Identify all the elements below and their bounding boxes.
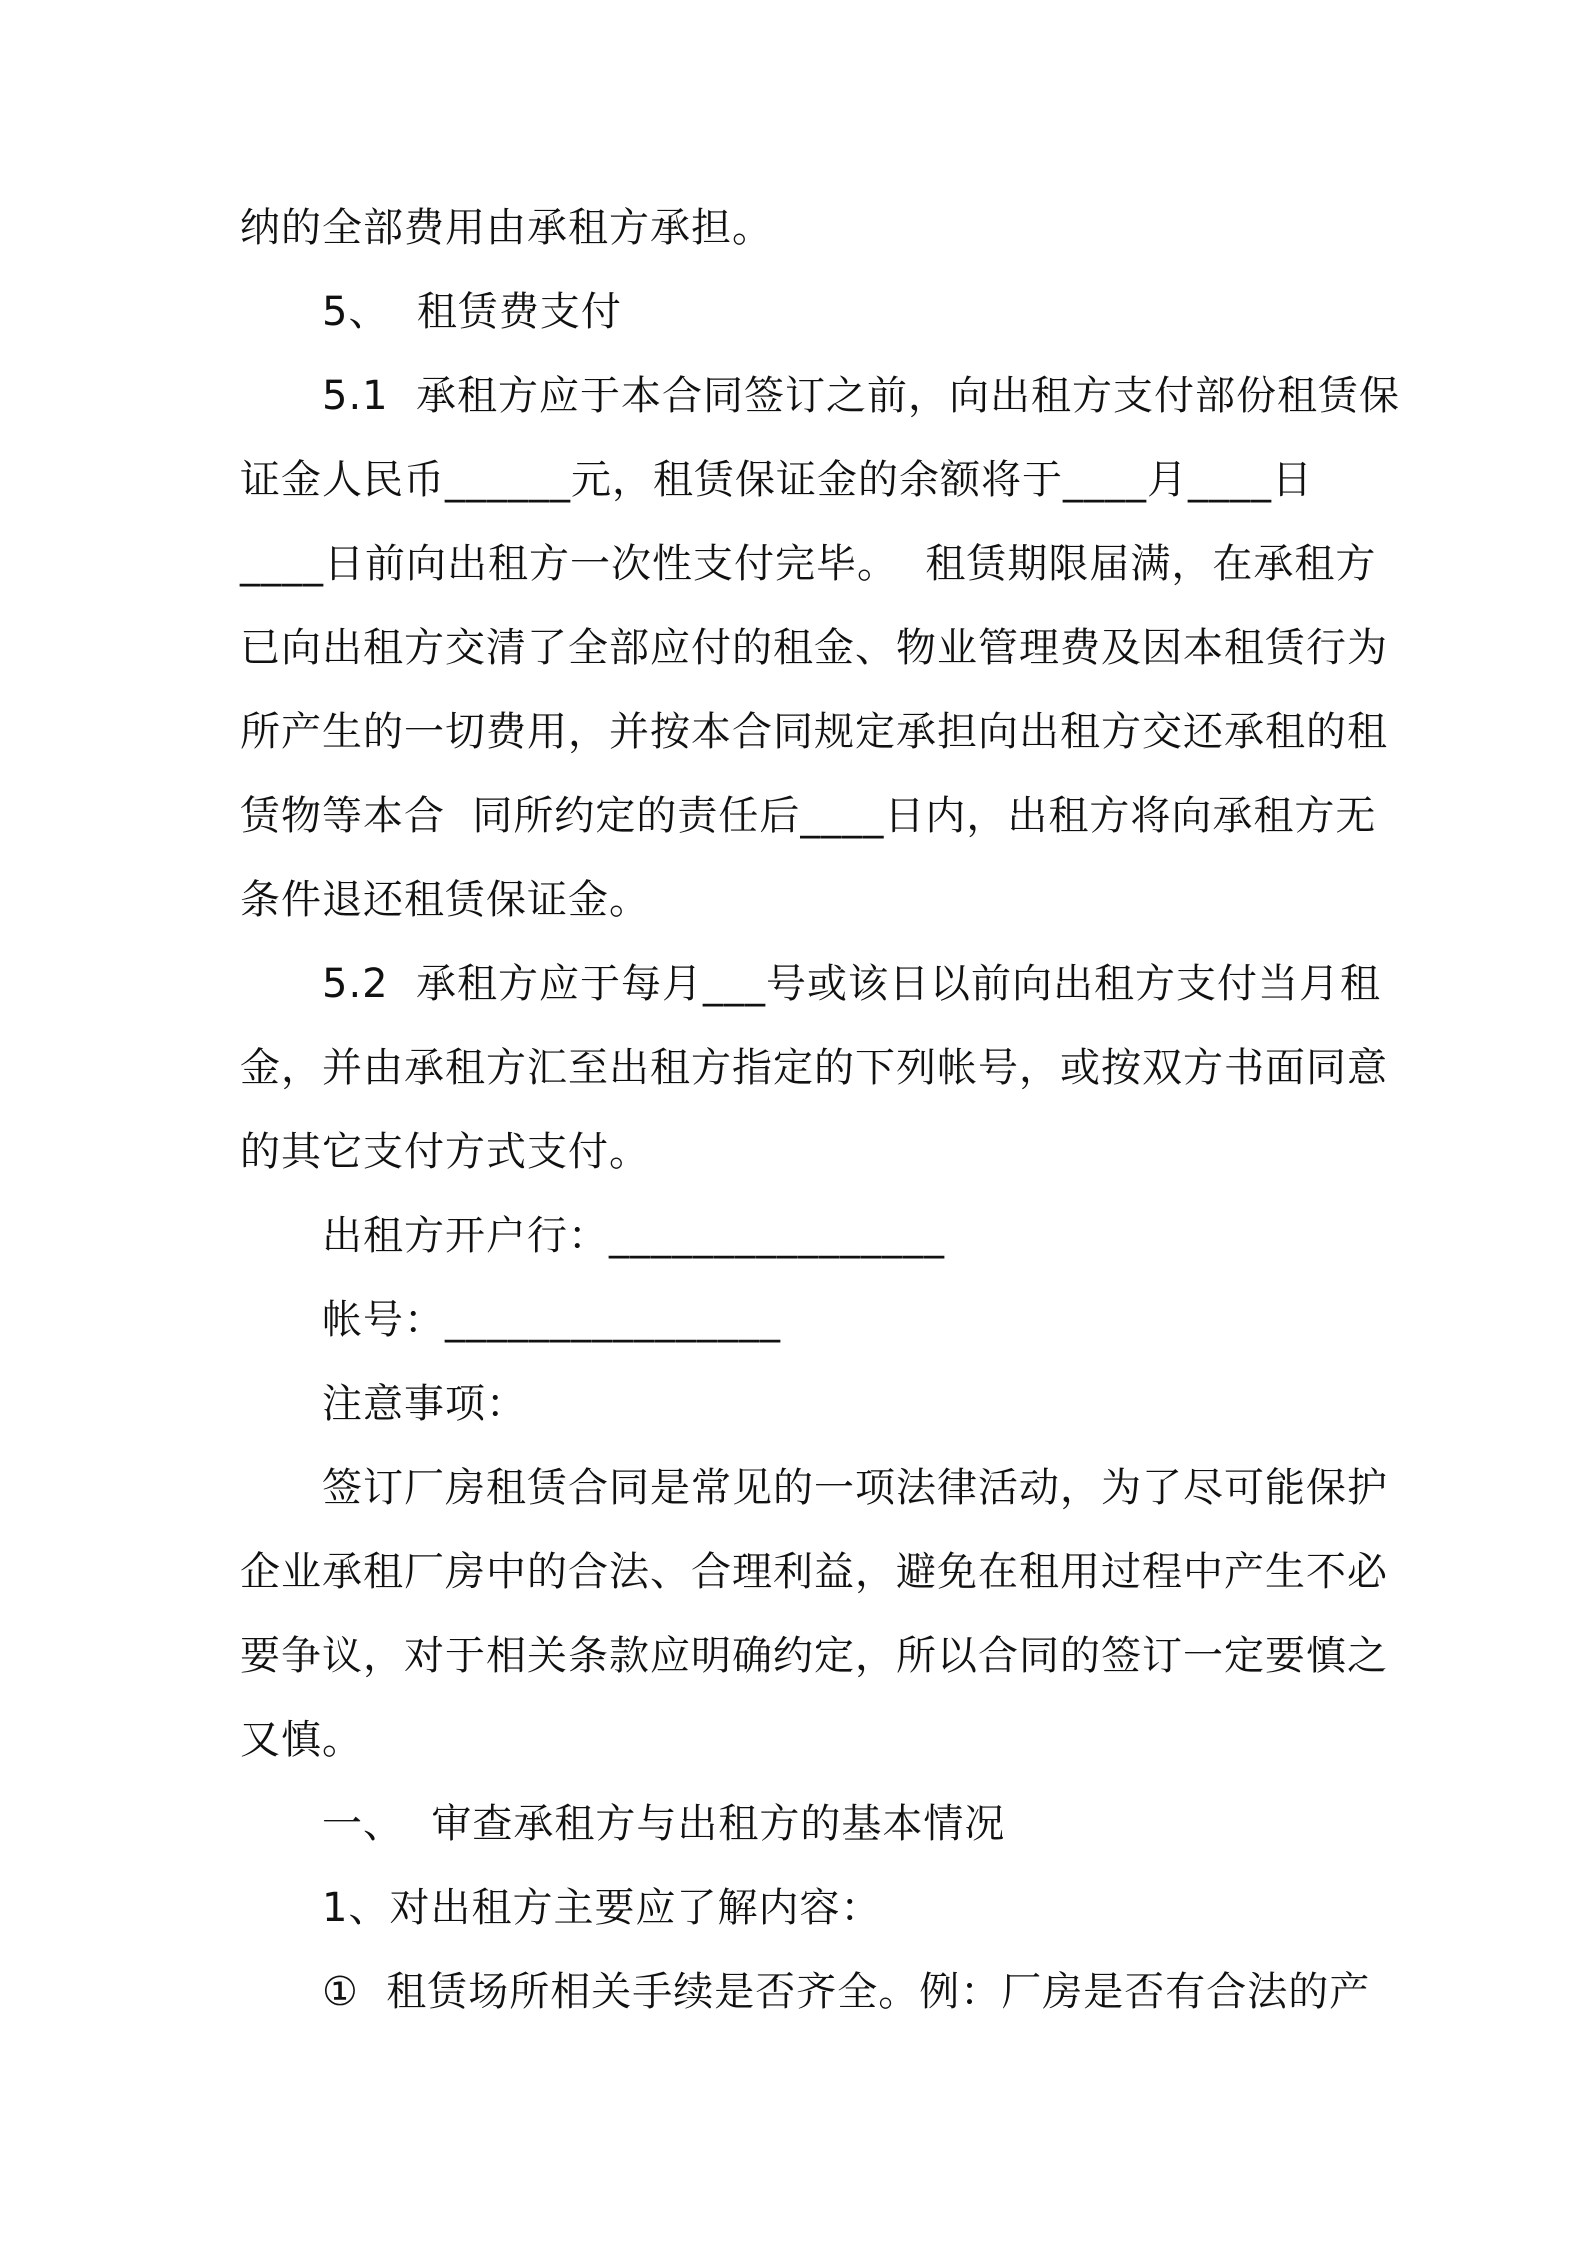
account-field: 帐号：________________: [322, 1297, 781, 1343]
text-line: 赁物等本合 同所约定的责任后____日内，出租方将向承租方无: [240, 793, 1377, 839]
text-line: 又慎。: [240, 1717, 363, 1763]
text-line: 金，并由承租方汇至出租方指定的下列帐号，或按双方书面同意: [240, 1045, 1388, 1091]
sub-heading: 1、对出租方主要应了解内容：: [322, 1885, 882, 1931]
text-line: 证金人民币______元，租赁保证金的余额将于____月____日: [240, 457, 1313, 503]
text-line: 已向出租方交清了全部应付的租金、物业管理费及因本租赁行为: [240, 625, 1388, 671]
text-line: 签订厂房租赁合同是常见的一项法律活动，为了尽可能保护: [322, 1465, 1388, 1511]
section-heading: 一、 审查承租方与出租方的基本情况: [322, 1801, 1006, 1847]
text-line: ____日前向出租方一次性支付完毕。 租赁期限届满，在承租方: [240, 541, 1377, 587]
notes-heading: 注意事项：: [322, 1381, 527, 1427]
bank-field: 出租方开户行：________________: [322, 1213, 945, 1259]
text-line: 5.2 承租方应于每月___号或该日以前向出租方支付当月租: [322, 961, 1382, 1007]
text-line: 条件退还租赁保证金。: [240, 877, 650, 923]
text-line: 的其它支付方式支付。: [240, 1129, 650, 1175]
text-line: 5.1 承租方应于本合同签订之前，向出租方支付部份租赁保: [322, 373, 1401, 419]
section-heading: 5、 租赁费支付: [322, 289, 622, 335]
text-line: 所产生的一切费用，并按本合同规定承担向出租方交还承租的租: [240, 709, 1388, 755]
list-item: ① 租赁场所相关手续是否齐全。例：厂房是否有合法的产: [322, 1969, 1371, 2015]
text-line: 要争议，对于相关条款应明确约定，所以合同的签订一定要慎之: [240, 1633, 1388, 1679]
text-line: 企业承租厂房中的合法、合理利益，避免在租用过程中产生不必: [240, 1549, 1388, 1595]
text-line: 纳的全部费用由承租方承担。: [240, 205, 773, 251]
